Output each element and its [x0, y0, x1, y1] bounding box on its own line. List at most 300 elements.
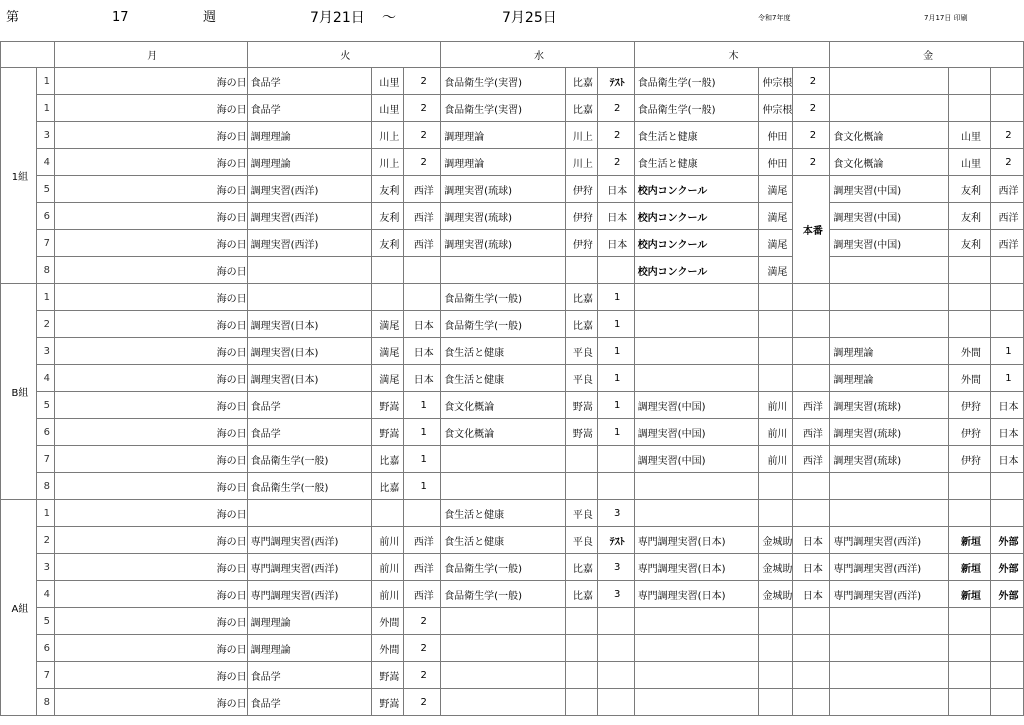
tue-note: 1 [404, 392, 441, 419]
table-row [1, 284, 1024, 311]
table-row [1, 500, 1024, 527]
fri-teacher: 伊狩 [949, 392, 991, 419]
monday-holiday: 海の日 [54, 149, 247, 176]
tue-note: 2 [404, 689, 441, 716]
table-row [1, 257, 1024, 284]
wed-teacher: 川上 [565, 149, 597, 176]
wed-note [597, 662, 634, 689]
thu-note [793, 365, 830, 392]
wed-teacher: 比嘉 [565, 95, 597, 122]
tue-note: 西洋 [404, 230, 441, 257]
fri-teacher [949, 68, 991, 95]
wed-subject: 調理実習(琉球) [441, 203, 566, 230]
wed-note [597, 689, 634, 716]
tue-teacher: 友利 [372, 203, 404, 230]
fri-subject: 食文化概論 [830, 122, 949, 149]
wed-note [597, 608, 634, 635]
wed-teacher: 伊狩 [565, 230, 597, 257]
wed-teacher [565, 608, 597, 635]
wed-teacher: 伊狩 [565, 203, 597, 230]
start-date: 7月21日 [310, 10, 365, 26]
thu-note [793, 689, 830, 716]
fri-note: 西洋 [990, 230, 1023, 257]
tue-subject: 食品学 [247, 689, 372, 716]
fri-subject: 食文化概論 [830, 149, 949, 176]
tue-subject: 調理実習(西洋) [247, 176, 372, 203]
period-number: 3 [36, 122, 54, 149]
fri-teacher [949, 95, 991, 122]
period-number: 6 [36, 203, 54, 230]
table-row [1, 635, 1024, 662]
fri-subject: 調理実習(中国) [830, 203, 949, 230]
wed-note: 3 [597, 554, 634, 581]
wed-subject [441, 689, 566, 716]
wed-subject: 食品衛生学(一般) [441, 581, 566, 608]
fri-teacher [949, 662, 991, 689]
monday-holiday: 海の日 [54, 662, 247, 689]
fri-teacher [949, 500, 991, 527]
table-row [1, 365, 1024, 392]
monday-holiday: 海の日 [54, 473, 247, 500]
wed-subject: 食文化概論 [441, 392, 566, 419]
tue-note: 日本 [404, 365, 441, 392]
fri-teacher: 新垣 [949, 527, 991, 554]
tue-note: 1 [404, 473, 441, 500]
tue-teacher: 山里 [372, 95, 404, 122]
wed-note [597, 257, 634, 284]
wed-subject [441, 608, 566, 635]
tue-subject: 食品学 [247, 95, 372, 122]
thu-teacher: 前川 [759, 419, 793, 446]
period-number: 5 [36, 392, 54, 419]
thu-note [793, 284, 830, 311]
thu-contest-note: 本番 [793, 176, 830, 284]
thu-subject: 食生活と健康 [634, 149, 759, 176]
tue-note: 2 [404, 95, 441, 122]
thu-subject: 専門調理実習(日本) [634, 527, 759, 554]
fri-teacher [949, 689, 991, 716]
monday-holiday: 海の日 [54, 230, 247, 257]
thu-subject [634, 500, 759, 527]
tue-teacher: 川上 [372, 122, 404, 149]
fri-subject: 専門調理実習(西洋) [830, 527, 949, 554]
table-row [1, 230, 1024, 257]
thu-teacher: 前川 [759, 446, 793, 473]
tue-teacher: 満尾 [372, 311, 404, 338]
tue-note: 2 [404, 635, 441, 662]
tue-subject: 調理理論 [247, 122, 372, 149]
thu-note: 2 [793, 95, 830, 122]
period-number: 5 [36, 176, 54, 203]
tue-note: 日本 [404, 338, 441, 365]
fri-subject [830, 608, 949, 635]
tue-subject: 調理理論 [247, 149, 372, 176]
wed-teacher: 平良 [565, 338, 597, 365]
wed-subject: 食品衛生学(一般) [441, 554, 566, 581]
fri-subject: 専門調理実習(西洋) [830, 581, 949, 608]
wed-subject: 調理理論 [441, 122, 566, 149]
fri-note: 2 [990, 122, 1023, 149]
thu-note [793, 473, 830, 500]
fri-teacher [949, 608, 991, 635]
tue-teacher: 山里 [372, 68, 404, 95]
table-row [1, 68, 1024, 95]
week-prefix: 第 [6, 10, 20, 25]
monday-holiday: 海の日 [54, 581, 247, 608]
period-number: 8 [36, 473, 54, 500]
table-row [1, 95, 1024, 122]
wed-subject [441, 473, 566, 500]
thu-subject [634, 473, 759, 500]
corner-cell [1, 42, 55, 68]
wed-subject: 食品衛生学(実習) [441, 95, 566, 122]
wed-subject: 食生活と健康 [441, 500, 566, 527]
tue-subject: 専門調理実習(西洋) [247, 554, 372, 581]
period-number: 2 [36, 527, 54, 554]
thu-note [793, 338, 830, 365]
fri-teacher [949, 473, 991, 500]
wed-note: 日本 [597, 230, 634, 257]
date-separator: ～ [382, 10, 396, 26]
fri-subject [830, 500, 949, 527]
monday-holiday: 海の日 [54, 554, 247, 581]
wed-teacher [565, 446, 597, 473]
period-number: 3 [36, 554, 54, 581]
thu-note: 西洋 [793, 419, 830, 446]
fri-note [990, 500, 1023, 527]
wed-teacher: 野嵩 [565, 419, 597, 446]
fri-note [990, 311, 1023, 338]
fri-note [990, 284, 1023, 311]
monday-holiday: 海の日 [54, 392, 247, 419]
thu-teacher: 仲宗根 [759, 95, 793, 122]
fri-teacher: 山里 [949, 149, 991, 176]
fri-note: 外部 [990, 527, 1023, 554]
tue-subject: 調理実習(日本) [247, 311, 372, 338]
fri-note: 西洋 [990, 203, 1023, 230]
wed-note: 1 [597, 392, 634, 419]
thu-subject [634, 662, 759, 689]
tue-note: 2 [404, 662, 441, 689]
group-label: 1組 [1, 68, 37, 284]
period-number: 8 [36, 689, 54, 716]
period-number: 7 [36, 230, 54, 257]
thu-teacher: 満尾 [759, 257, 793, 284]
wed-teacher [565, 635, 597, 662]
wed-teacher [565, 473, 597, 500]
monday-holiday: 海の日 [54, 284, 247, 311]
thu-teacher: 金城助 [759, 581, 793, 608]
monday-holiday: 海の日 [54, 176, 247, 203]
thu-teacher: 仲田 [759, 122, 793, 149]
thu-subject: 食品衛生学(一般) [634, 95, 759, 122]
wed-subject [441, 635, 566, 662]
period-number: 1 [36, 284, 54, 311]
wed-teacher: 比嘉 [565, 581, 597, 608]
period-number: 7 [36, 446, 54, 473]
wed-subject: 調理理論 [441, 149, 566, 176]
thu-subject [634, 689, 759, 716]
wed-note: 1 [597, 284, 634, 311]
tue-note: 日本 [404, 311, 441, 338]
thu-subject: 校内コンクール [634, 230, 759, 257]
monday-holiday: 海の日 [54, 500, 247, 527]
wed-subject: 食生活と健康 [441, 365, 566, 392]
thu-teacher [759, 338, 793, 365]
tue-note: 1 [404, 446, 441, 473]
fri-teacher: 外間 [949, 338, 991, 365]
wed-note: 1 [597, 365, 634, 392]
thu-note: 2 [793, 149, 830, 176]
fri-note: 日本 [990, 392, 1023, 419]
fri-subject: 調理理論 [830, 365, 949, 392]
wed-note: 日本 [597, 203, 634, 230]
period-number: 6 [36, 419, 54, 446]
print-date: 7月17日 印刷 [924, 14, 968, 22]
fri-note [990, 257, 1023, 284]
fri-subject [830, 473, 949, 500]
group-label: B組 [1, 284, 37, 500]
fri-subject: 専門調理実習(西洋) [830, 554, 949, 581]
period-number: 4 [36, 149, 54, 176]
tue-teacher: 比嘉 [372, 446, 404, 473]
tue-subject: 食品学 [247, 419, 372, 446]
fri-subject [830, 95, 949, 122]
wed-subject: 食品衛生学(一般) [441, 284, 566, 311]
fri-teacher: 山里 [949, 122, 991, 149]
thu-note [793, 500, 830, 527]
tue-note: 2 [404, 149, 441, 176]
tue-subject: 専門調理実習(西洋) [247, 527, 372, 554]
wed-note: ﾃｽﾄ [597, 527, 634, 554]
tue-subject: 食品学 [247, 662, 372, 689]
wed-teacher: 比嘉 [565, 284, 597, 311]
fri-subject: 調理実習(琉球) [830, 446, 949, 473]
monday-holiday: 海の日 [54, 68, 247, 95]
thu-subject: 校内コンクール [634, 176, 759, 203]
period-number: 8 [36, 257, 54, 284]
tue-subject [247, 500, 372, 527]
day-header-fri: 金 [830, 42, 1024, 68]
thu-subject: 専門調理実習(日本) [634, 554, 759, 581]
wed-teacher: 比嘉 [565, 311, 597, 338]
fri-note: 日本 [990, 446, 1023, 473]
tue-teacher: 満尾 [372, 338, 404, 365]
wed-subject: 調理実習(琉球) [441, 230, 566, 257]
thu-teacher [759, 608, 793, 635]
wed-subject [441, 446, 566, 473]
wed-note: 3 [597, 500, 634, 527]
thu-subject [634, 284, 759, 311]
fri-teacher: 友利 [949, 230, 991, 257]
end-date: 7月25日 [502, 10, 557, 26]
wed-teacher: 川上 [565, 122, 597, 149]
thu-note [793, 662, 830, 689]
fri-subject [830, 662, 949, 689]
tue-note: 2 [404, 122, 441, 149]
tue-note: 西洋 [404, 527, 441, 554]
thu-teacher [759, 689, 793, 716]
tue-teacher: 満尾 [372, 365, 404, 392]
fri-subject: 調理理論 [830, 338, 949, 365]
fri-note [990, 635, 1023, 662]
day-header-row [1, 42, 1024, 68]
fri-teacher [949, 257, 991, 284]
tue-teacher: 野嵩 [372, 689, 404, 716]
period-number: 7 [36, 662, 54, 689]
tue-teacher: 友利 [372, 230, 404, 257]
table-row [1, 311, 1024, 338]
fri-note: 2 [990, 149, 1023, 176]
table-row [1, 419, 1024, 446]
fri-teacher: 外間 [949, 365, 991, 392]
fri-note [990, 608, 1023, 635]
table-row [1, 689, 1024, 716]
tue-teacher: 前川 [372, 554, 404, 581]
wed-note: 1 [597, 338, 634, 365]
table-row [1, 554, 1024, 581]
monday-holiday: 海の日 [54, 95, 247, 122]
tue-teacher: 野嵩 [372, 662, 404, 689]
wed-note: 2 [597, 95, 634, 122]
fri-subject [830, 635, 949, 662]
fri-subject [830, 68, 949, 95]
table-row [1, 149, 1024, 176]
thu-teacher: 金城助 [759, 554, 793, 581]
thu-subject [634, 635, 759, 662]
tue-subject: 専門調理実習(西洋) [247, 581, 372, 608]
fri-subject: 調理実習(中国) [830, 176, 949, 203]
period-number: 1 [36, 68, 54, 95]
fri-note: 外部 [990, 581, 1023, 608]
day-header-thu: 木 [634, 42, 830, 68]
fri-note [990, 95, 1023, 122]
wed-note: 2 [597, 122, 634, 149]
thu-teacher [759, 635, 793, 662]
thu-subject: 専門調理実習(日本) [634, 581, 759, 608]
fri-teacher: 伊狩 [949, 419, 991, 446]
monday-holiday: 海の日 [54, 338, 247, 365]
fri-subject [830, 689, 949, 716]
monday-holiday: 海の日 [54, 122, 247, 149]
thu-subject [634, 608, 759, 635]
period-number: 2 [36, 311, 54, 338]
thu-teacher [759, 365, 793, 392]
fri-subject: 調理実習(琉球) [830, 392, 949, 419]
thu-subject [634, 365, 759, 392]
tue-subject: 調理実習(日本) [247, 338, 372, 365]
thu-teacher [759, 662, 793, 689]
wed-note: 1 [597, 419, 634, 446]
thu-teacher: 仲田 [759, 149, 793, 176]
tue-subject: 食品衛生学(一般) [247, 446, 372, 473]
fri-note: 1 [990, 365, 1023, 392]
monday-holiday: 海の日 [54, 203, 247, 230]
table-row [1, 392, 1024, 419]
table-row [1, 662, 1024, 689]
tue-teacher: 野嵩 [372, 419, 404, 446]
timetable [0, 41, 1024, 716]
monday-holiday: 海の日 [54, 311, 247, 338]
day-header-mon: 月 [54, 42, 247, 68]
tue-teacher: 川上 [372, 149, 404, 176]
wed-subject: 食品衛生学(実習) [441, 68, 566, 95]
wed-subject [441, 662, 566, 689]
tue-teacher: 前川 [372, 527, 404, 554]
thu-teacher [759, 500, 793, 527]
tue-note: 西洋 [404, 203, 441, 230]
tue-subject: 調理理論 [247, 608, 372, 635]
day-header-tue: 火 [247, 42, 441, 68]
period-number: 4 [36, 365, 54, 392]
wed-note: 1 [597, 311, 634, 338]
thu-teacher [759, 473, 793, 500]
thu-teacher [759, 284, 793, 311]
wed-teacher: 野嵩 [565, 392, 597, 419]
wed-note [597, 635, 634, 662]
fri-subject: 調理実習(中国) [830, 230, 949, 257]
tue-subject [247, 257, 372, 284]
thu-note: 西洋 [793, 392, 830, 419]
tue-teacher: 比嘉 [372, 473, 404, 500]
tue-teacher: 野嵩 [372, 392, 404, 419]
thu-subject: 食生活と健康 [634, 122, 759, 149]
fri-note: 外部 [990, 554, 1023, 581]
fri-teacher [949, 635, 991, 662]
wed-subject: 食生活と健康 [441, 338, 566, 365]
table-row [1, 581, 1024, 608]
tue-note: 西洋 [404, 554, 441, 581]
tue-note: 2 [404, 68, 441, 95]
thu-note: 西洋 [793, 446, 830, 473]
table-row [1, 446, 1024, 473]
wed-note [597, 446, 634, 473]
period-number: 1 [36, 500, 54, 527]
thu-subject: 調理実習(中国) [634, 419, 759, 446]
wed-note: 日本 [597, 176, 634, 203]
thu-note: 日本 [793, 554, 830, 581]
table-row [1, 338, 1024, 365]
tue-teacher: 外間 [372, 635, 404, 662]
week-suffix: 週 [203, 10, 217, 25]
monday-holiday: 海の日 [54, 635, 247, 662]
tue-note: 1 [404, 419, 441, 446]
tue-subject: 食品学 [247, 392, 372, 419]
tue-teacher [372, 500, 404, 527]
fri-note [990, 689, 1023, 716]
wed-subject: 調理実習(琉球) [441, 176, 566, 203]
week-number: 17 [112, 10, 129, 25]
wed-note: 3 [597, 581, 634, 608]
wed-teacher [565, 257, 597, 284]
group-label: A組 [1, 500, 37, 716]
tue-teacher: 外間 [372, 608, 404, 635]
thu-note: 日本 [793, 581, 830, 608]
fri-teacher: 新垣 [949, 554, 991, 581]
tue-subject: 調理実習(西洋) [247, 230, 372, 257]
fiscal-year: 令和7年度 [758, 14, 791, 22]
thu-subject: 食品衛生学(一般) [634, 68, 759, 95]
thu-teacher: 満尾 [759, 230, 793, 257]
tue-teacher [372, 284, 404, 311]
period-number: 1 [36, 95, 54, 122]
fri-subject [830, 284, 949, 311]
wed-teacher: 伊狩 [565, 176, 597, 203]
tue-subject: 調理実習(日本) [247, 365, 372, 392]
fri-note: 日本 [990, 419, 1023, 446]
thu-subject: 調理実習(中国) [634, 446, 759, 473]
fri-note [990, 68, 1023, 95]
